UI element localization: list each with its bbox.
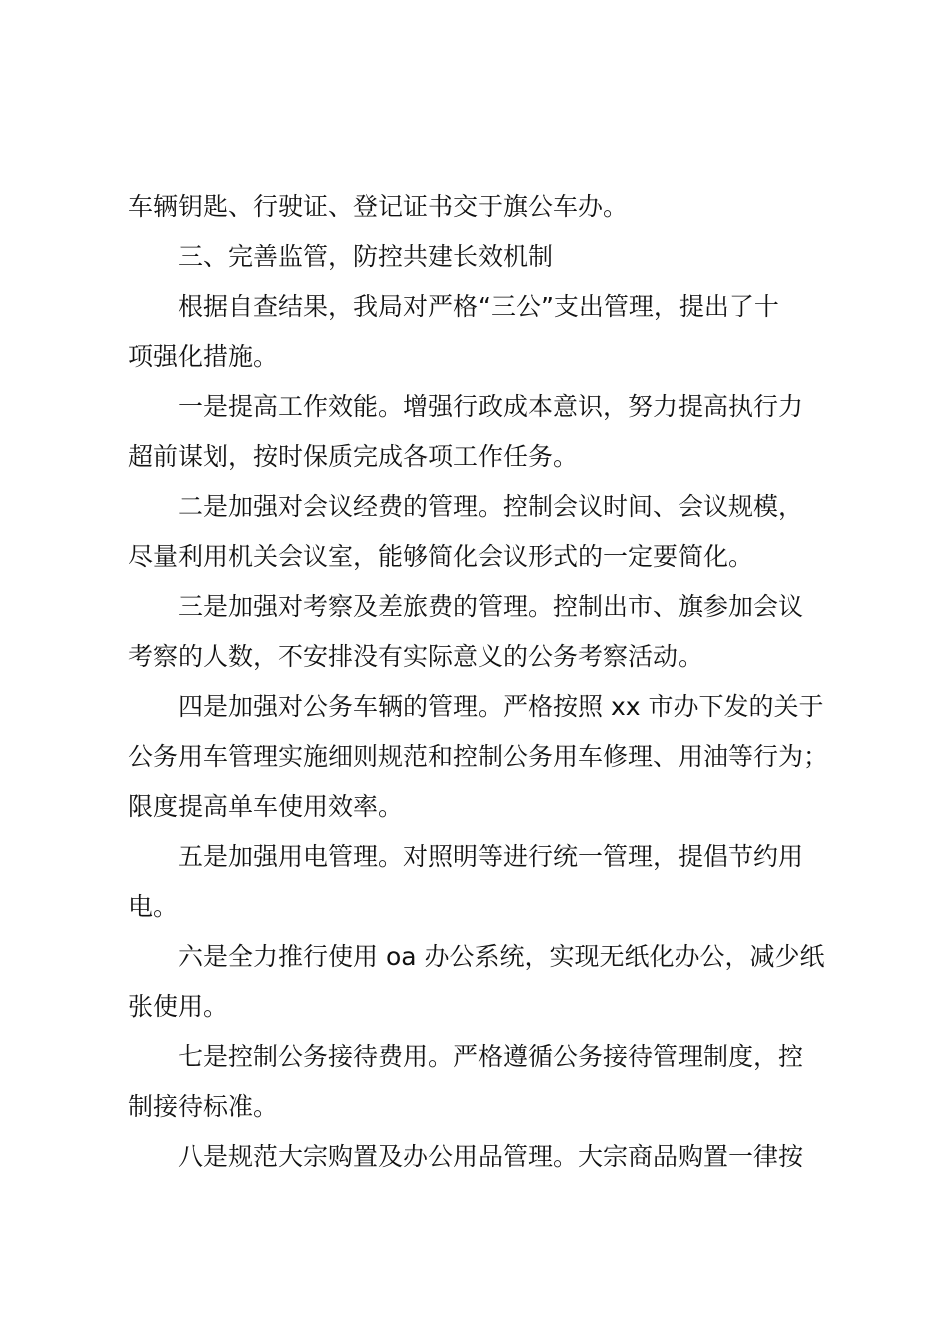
paragraph-line: 项强化措施。 (128, 342, 279, 371)
paragraph-line: 超前谋划，按时保质完成各项工作任务。 (128, 442, 579, 471)
paragraph-line: 制接待标准。 (128, 1092, 279, 1121)
paragraph-line: 七是控制公务接待费用。严格遵循公务接待管理制度，控 (178, 1042, 804, 1071)
paragraph-line: 电。 (128, 892, 179, 921)
paragraph-line: 三是加强对考察及差旅费的管理。控制出市、旗参加会议 (178, 592, 804, 621)
section-heading: 三、完善监管，防控共建长效机制 (178, 242, 554, 271)
paragraph-line: 五是加强用电管理。对照明等进行统一管理，提倡节约用 (178, 842, 804, 871)
body-text-line: 车辆钥匙、行驶证、登记证书交于旗公车办。 (128, 192, 629, 221)
paragraph-line: 四是加强对公务车辆的管理。严格按照 xx 市办下发的关于 (178, 692, 824, 721)
paragraph-line: 八是规范大宗购置及办公用品管理。大宗商品购置一律按 (178, 1142, 804, 1171)
paragraph-line: 尽量利用机关会议室，能够简化会议形式的一定要简化。 (128, 542, 754, 571)
paragraph-line: 公务用车管理实施细则规范和控制公务用车修理、用油等行为； (128, 742, 829, 771)
paragraph-line: 二是加强对会议经费的管理。控制会议时间、会议规模， (178, 492, 804, 521)
paragraph-line: 限度提高单车使用效率。 (128, 792, 404, 821)
paragraph-line: 张使用。 (128, 992, 229, 1021)
paragraph-line: 考察的人数，不安排没有实际意义的公务考察活动。 (128, 642, 704, 671)
paragraph-line: 六是全力推行使用 oa 办公系统，实现无纸化办公，减少纸 (178, 942, 825, 971)
paragraph-line: 一是提高工作效能。增强行政成本意识，努力提高执行力 (178, 392, 804, 421)
paragraph-line: 根据自查结果，我局对严格“三公”支出管理，提出了十 (178, 292, 779, 321)
